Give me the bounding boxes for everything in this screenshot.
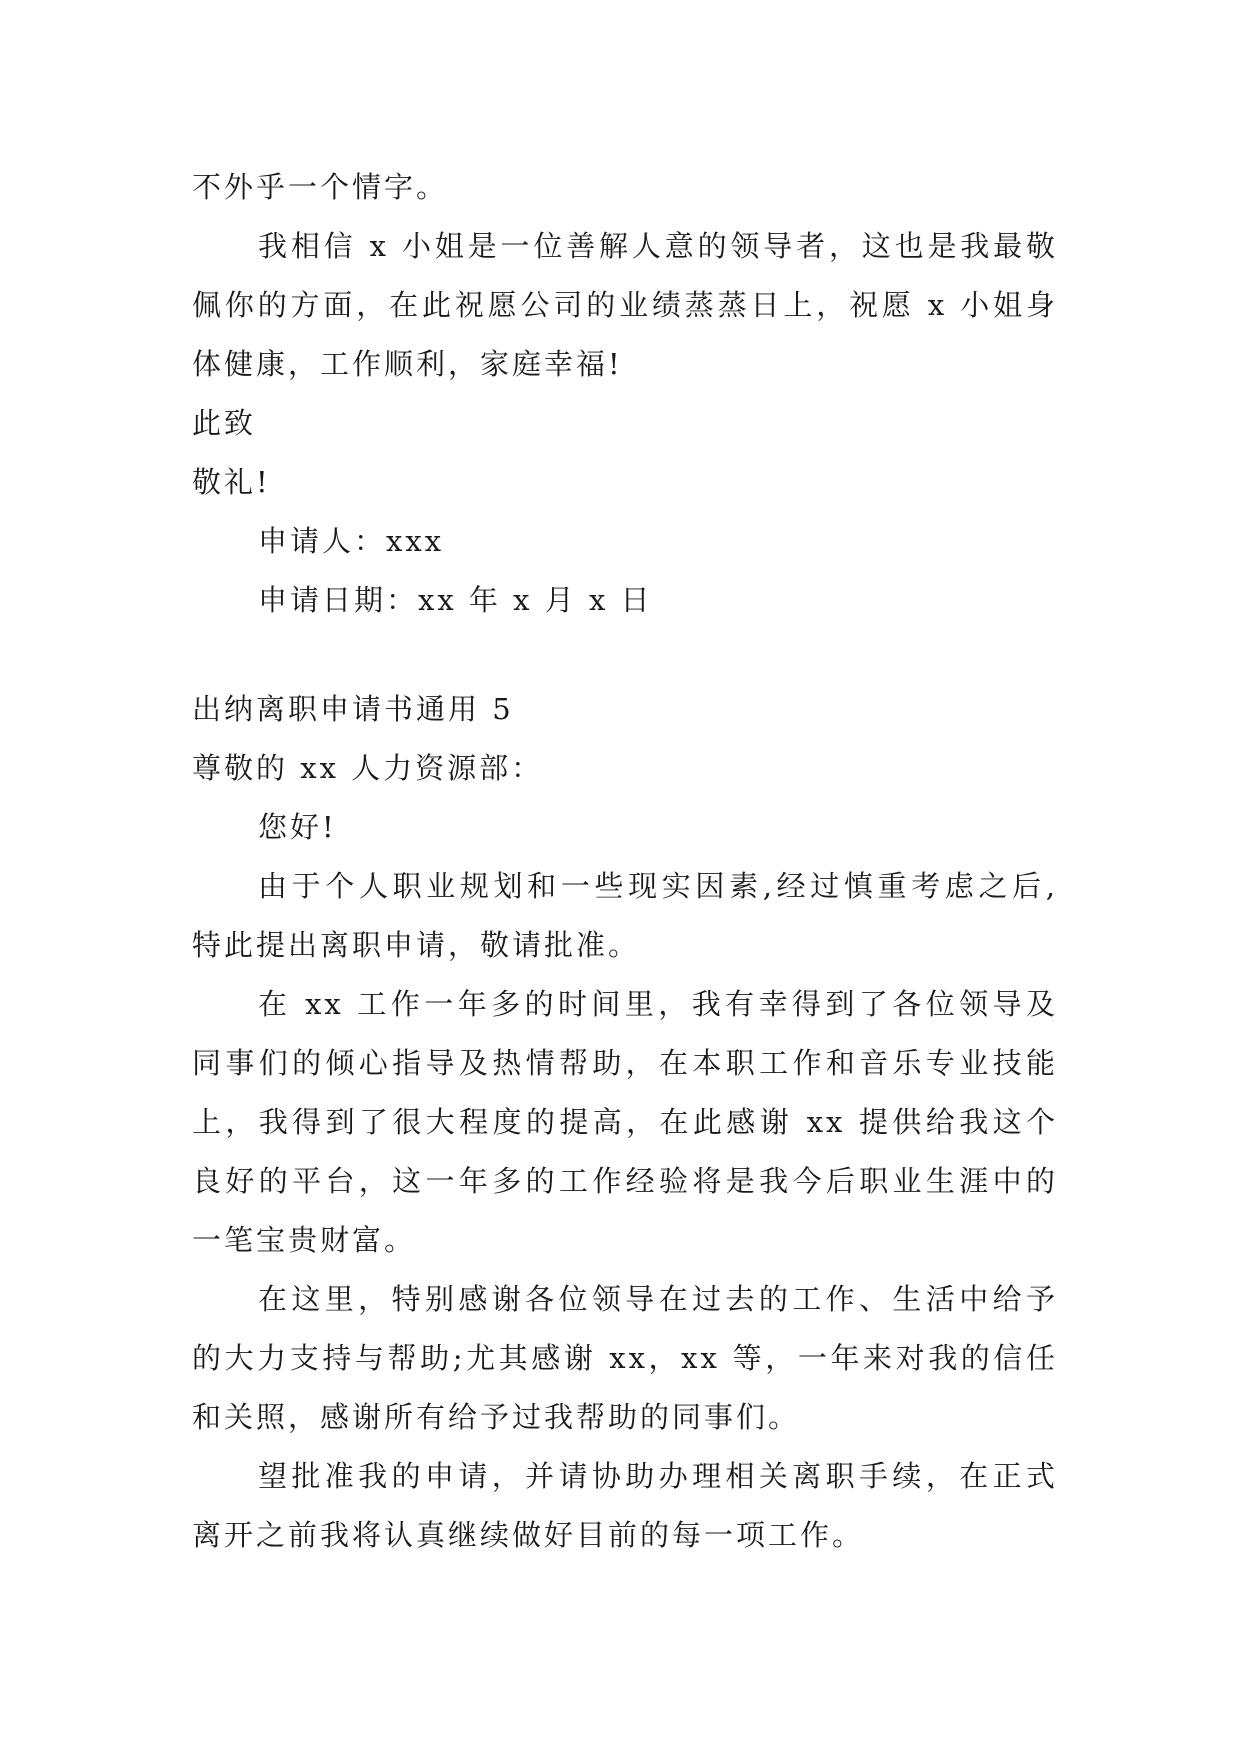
- greeting: 您好!: [258, 810, 337, 844]
- paragraph-line: 和关照，感谢所有给予过我帮助的同事们。: [192, 1400, 801, 1434]
- paragraph-line: 望批准我的申请，并请协助办理相关离职手续，在正式: [258, 1459, 1058, 1493]
- paragraph-line: 同事们的倾心指导及热情帮助，在本职工作和音乐专业技能: [192, 1046, 1058, 1080]
- salutation-cizhi: 此致: [192, 406, 257, 440]
- applicant-line: 申请人：xxx: [258, 524, 445, 558]
- paragraph-line: 我相信 x 小姐是一位善解人意的领导者，这也是我最敬: [258, 229, 1058, 263]
- addressee: 尊敬的 xx 人力资源部：: [192, 751, 544, 785]
- paragraph-line: 在 xx 工作一年多的时间里，我有幸得到了各位领导及: [258, 987, 1058, 1021]
- paragraph-line: 良好的平台，这一年多的工作经验将是我今后职业生涯中的: [192, 1164, 1058, 1198]
- paragraph-line: 特此提出离职申请，敬请批准。: [192, 928, 641, 962]
- paragraph-line: 的大力支持与帮助;尤其感谢 xx，xx 等，一年来对我的信任: [192, 1341, 1058, 1375]
- paragraph-continuation: 不外乎一个情字。: [192, 170, 449, 204]
- paragraph-line: 一笔宝贵财富。: [192, 1223, 417, 1257]
- document-page: [192, 158, 1058, 1565]
- section-title: 出纳离职申请书通用 5: [192, 692, 514, 726]
- paragraph-line: 在这里，特别感谢各位领导在过去的工作、生活中给予: [258, 1282, 1058, 1316]
- paragraph-line: 佩你的方面，在此祝愿公司的业绩蒸蒸日上，祝愿 x 小姐身: [192, 288, 1058, 322]
- paragraph-line: 离开之前我将认真继续做好目前的每一项工作。: [192, 1518, 865, 1552]
- application-date: 申请日期：xx 年 x 月 x 日: [258, 583, 653, 617]
- paragraph-line: 体健康，工作顺利，家庭幸福!: [192, 347, 623, 381]
- paragraph-line: 上，我得到了很大程度的提高，在此感谢 xx 提供给我这个: [192, 1105, 1058, 1139]
- paragraph-line: 由于个人职业规划和一些现实因素,经过慎重考虑之后,: [258, 869, 1058, 903]
- section-gap: [192, 630, 1058, 680]
- salutation-jingli: 敬礼!: [192, 465, 271, 499]
